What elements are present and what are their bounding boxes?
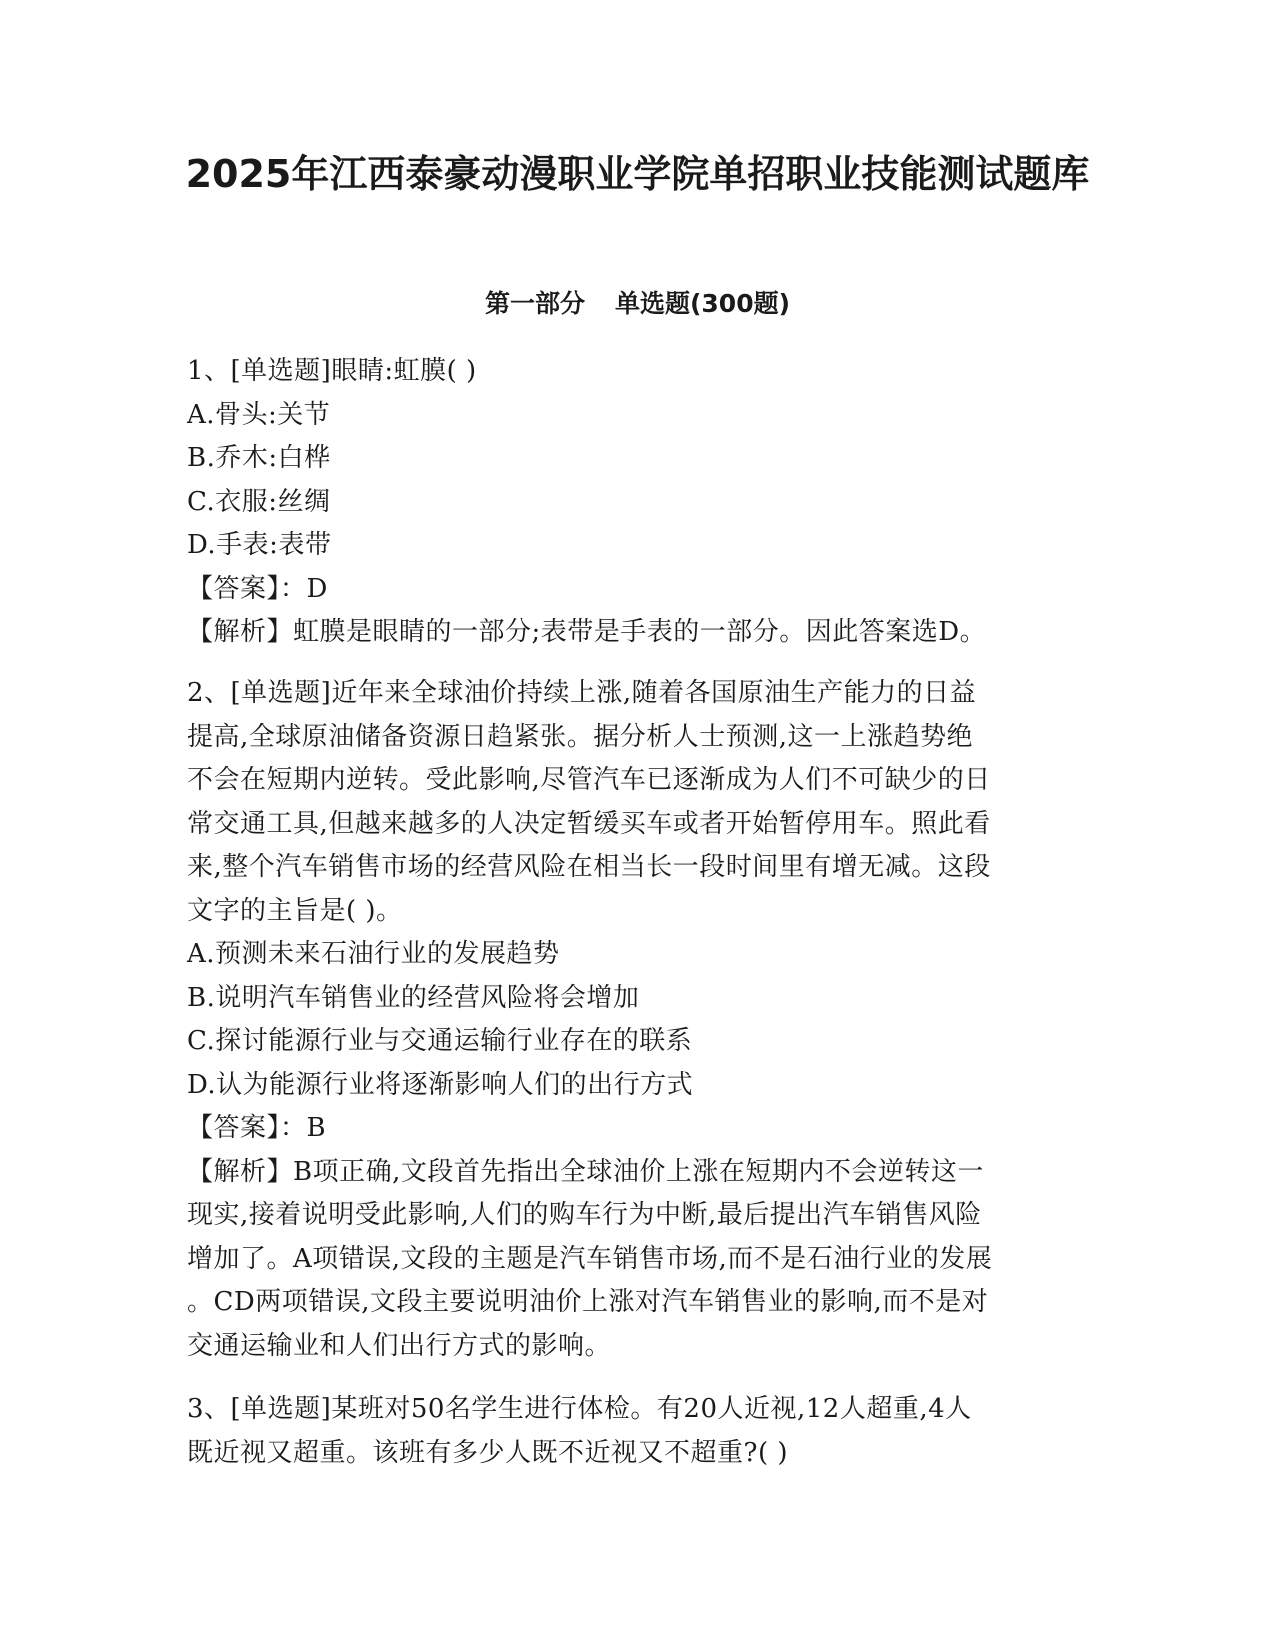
analysis-line: 增加了。A项错误,文段的主题是汽车销售市场,而不是石油行业的发展 — [187, 1243, 993, 1274]
analysis-line: 现实,接着说明受此影响,人们的购车行为中断,最后提出汽车销售风险 — [187, 1200, 982, 1230]
analysis-line: 交通运输业和人们出行方式的影响。 — [187, 1330, 612, 1361]
section-heading — [0, 286, 1275, 322]
option-c: C.衣服:丝绸 — [187, 486, 331, 517]
question-2 — [187, 672, 1087, 1368]
answer-line: 【答案】：B — [187, 1113, 327, 1143]
question-stem-line: 提高,全球原油储备资源日趋紧张。据分析人士预测,这一上涨趋势绝 — [187, 721, 974, 752]
option-d: D.手表:表带 — [187, 530, 332, 560]
question-stem-line: 常交通工具,但越来越多的人决定暂缓买车或者开始暂停用车。照此看 — [187, 808, 991, 839]
option-a: A.预测未来石油行业的发展趋势 — [187, 939, 560, 969]
question-stem-line: 3、[单选题]某班对50名学生进行体检。有20人近视,12人超重,4人 — [187, 1394, 972, 1424]
analysis-line: 【解析】虹膜是眼睛的一部分;表带是手表的一部分。因此答案选D。 — [187, 617, 987, 647]
analysis-line: 【解析】B项正确,文段首先指出全球油价上涨在短期内不会逆转这一 — [187, 1156, 984, 1187]
analysis-line: 。CD两项错误,文段主要说明油价上涨对汽车销售业的影响,而不是对 — [187, 1287, 989, 1317]
question-stem-line: 文字的主旨是( )。 — [187, 895, 403, 926]
question-stem-line: 来,整个汽车销售市场的经营风险在相当长一段时间里有增无减。这段 — [187, 852, 991, 882]
section-name: 单选题(300题) — [614, 289, 791, 318]
option-c: C.探讨能源行业与交通运输行业存在的联系 — [187, 1026, 693, 1056]
document-title: 2025年江西泰豪动漫职业学院单招职业技能测试题库 — [185, 152, 1090, 196]
option-d: D.认为能源行业将逐渐影响人们的出行方式 — [187, 1069, 694, 1100]
option-b: B.说明汽车销售业的经营风险将会增加 — [187, 982, 640, 1013]
option-b: B.乔木:白桦 — [187, 443, 331, 473]
question-stem-line: 不会在短期内逆转。受此影响,尽管汽车已逐渐成为人们不可缺少的日 — [187, 765, 991, 795]
option-a: A.骨头:关节 — [187, 399, 331, 430]
question-3 — [187, 1388, 1087, 1475]
question-1 — [187, 350, 1087, 655]
question-stem-line: 2、[单选题]近年来全球油价持续上涨,随着各国原油生产能力的日益 — [187, 678, 977, 708]
answer-line: 【答案】：D — [187, 573, 328, 604]
question-stem-line: 1、[单选题]眼睛:虹膜( ) — [187, 356, 477, 386]
section-part: 第一部分 — [484, 289, 585, 318]
question-stem-line: 既近视又超重。该班有多少人既不近视又不超重?( ) — [187, 1437, 788, 1468]
